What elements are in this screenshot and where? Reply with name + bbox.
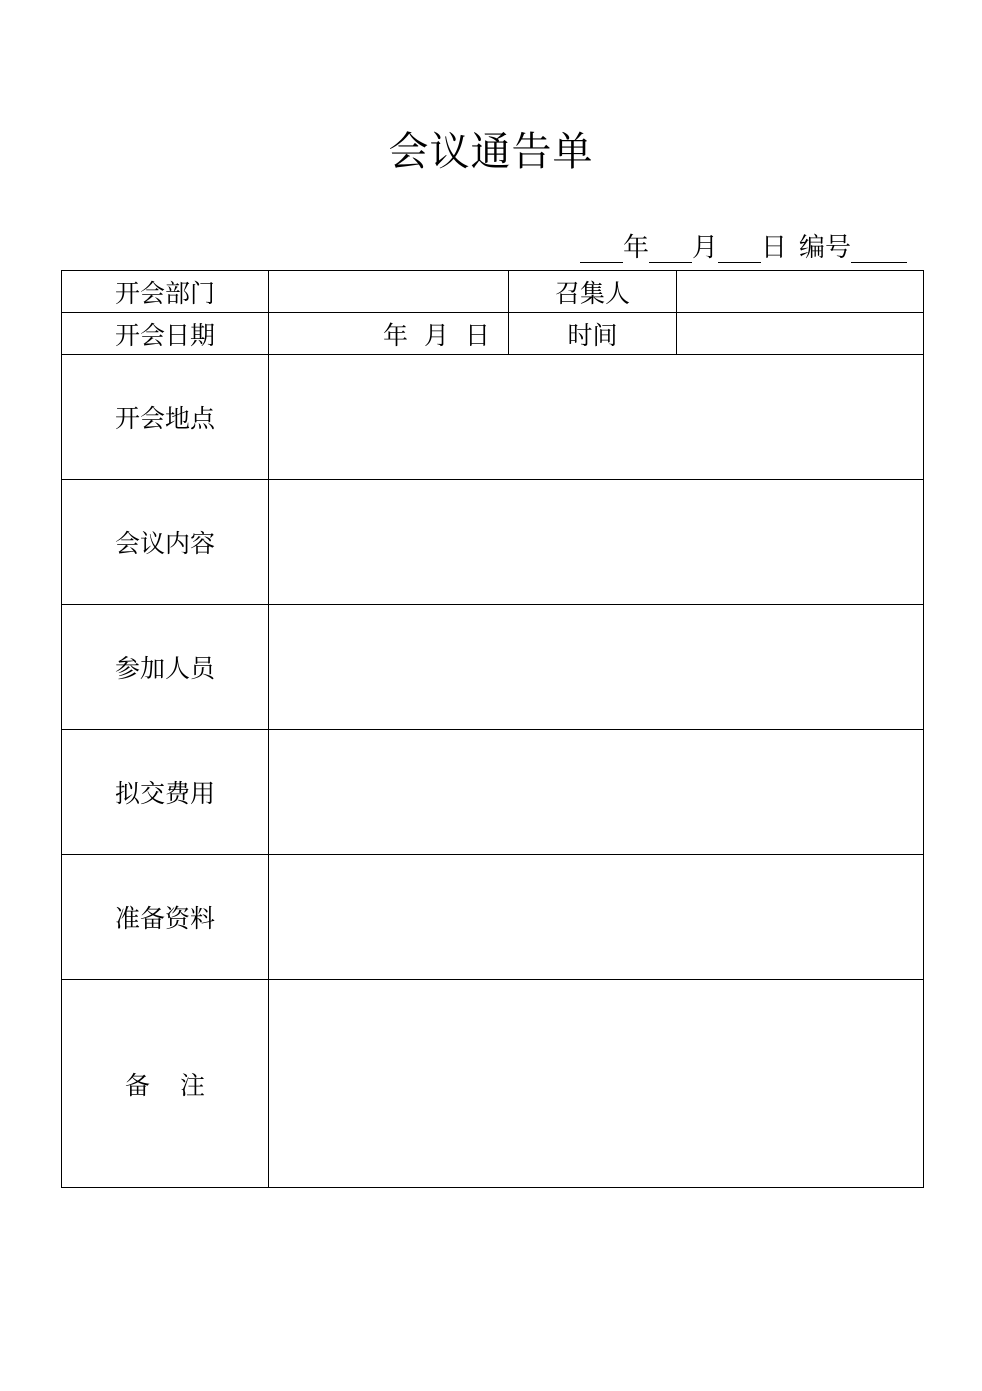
meeting-notice-table bbox=[61, 270, 924, 1188]
table-row bbox=[62, 730, 924, 855]
number-label: 编号 bbox=[798, 233, 851, 263]
convener-label: 召集人 bbox=[509, 271, 677, 313]
cost-label: 拟交费用 bbox=[62, 730, 269, 855]
cost-field[interactable] bbox=[269, 730, 924, 855]
date-year-label: 年 bbox=[382, 320, 408, 350]
month-blank[interactable] bbox=[649, 234, 692, 263]
day-label: 日 bbox=[760, 233, 787, 263]
convener-field[interactable] bbox=[677, 271, 924, 313]
header-date-number bbox=[580, 231, 907, 265]
department-field[interactable] bbox=[269, 271, 509, 313]
year-label: 年 bbox=[622, 233, 649, 263]
content-label: 会议内容 bbox=[62, 480, 269, 605]
date-label: 开会日期 bbox=[62, 313, 269, 355]
date-month-label: 月 bbox=[423, 320, 449, 350]
month-label: 月 bbox=[691, 233, 718, 263]
materials-field[interactable] bbox=[269, 855, 924, 980]
attendees-label: 参加人员 bbox=[62, 605, 269, 730]
time-field[interactable] bbox=[677, 313, 924, 355]
table-row bbox=[62, 313, 924, 355]
page-title: 会议通告单 bbox=[388, 129, 594, 175]
remarks-label-b: 注 bbox=[180, 1070, 206, 1100]
time-label: 时间 bbox=[509, 313, 677, 355]
content-field[interactable] bbox=[269, 480, 924, 605]
materials-label: 准备资料 bbox=[62, 855, 269, 980]
year-blank[interactable] bbox=[580, 234, 623, 263]
table-row bbox=[62, 855, 924, 980]
table-row bbox=[62, 271, 924, 313]
location-field[interactable] bbox=[269, 355, 924, 480]
table-row bbox=[62, 980, 924, 1188]
remarks-label bbox=[62, 980, 269, 1188]
department-label: 开会部门 bbox=[62, 271, 269, 313]
table-row bbox=[62, 355, 924, 480]
date-field[interactable] bbox=[269, 313, 509, 355]
number-blank[interactable] bbox=[851, 234, 907, 263]
table-row bbox=[62, 480, 924, 605]
date-day-label: 日 bbox=[464, 320, 490, 350]
attendees-field[interactable] bbox=[269, 605, 924, 730]
remarks-label-a: 备 bbox=[124, 1070, 150, 1100]
day-blank[interactable] bbox=[718, 234, 761, 263]
remarks-field[interactable] bbox=[269, 980, 924, 1188]
table-row bbox=[62, 605, 924, 730]
location-label: 开会地点 bbox=[62, 355, 269, 480]
